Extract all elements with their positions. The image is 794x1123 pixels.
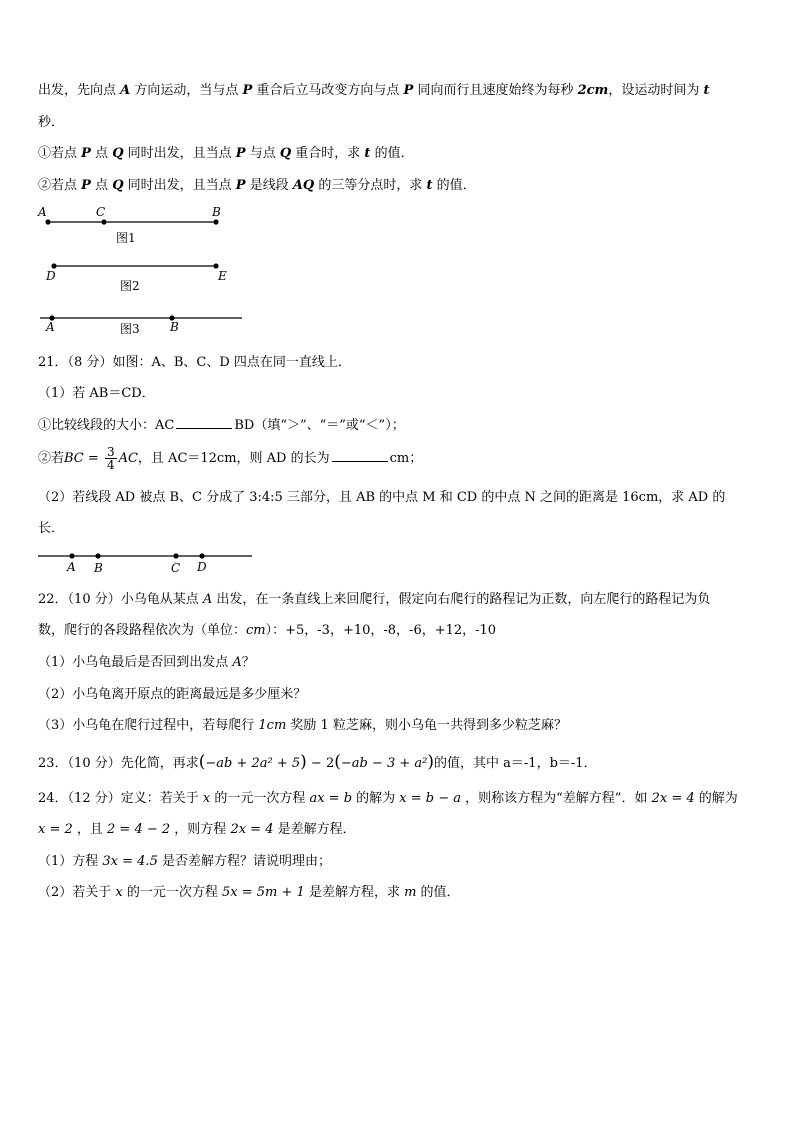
- label-e: E: [218, 269, 227, 283]
- q21-stem: 21．（8 分）如图：A、B、C、D 四点在同一直线上．: [38, 355, 351, 370]
- figure-2: [45, 263, 227, 293]
- q20-text-line2: 秒．: [38, 115, 65, 130]
- figure-3-caption: 图3: [120, 322, 140, 336]
- fraction: $\frac{3}{4}$: [106, 445, 115, 472]
- q20-text-line1: 出发，先向点 A 方向运动，当与点 P 重合后立马改变方向与点 P 同向而行且速度始终为每秒 2cm，设运动时间为 t: [38, 83, 710, 98]
- figure-1-caption: 图1: [116, 231, 136, 245]
- label-c: C: [96, 205, 106, 219]
- figure-1: [37, 205, 221, 245]
- q21-part1: （1）若 AB＝CD．: [38, 386, 155, 401]
- label-b: B: [212, 205, 221, 219]
- q20-item-1: ①若点 P 点 Q 同时出发，且当点 P 与点 Q 重合时，求 t 的值．: [38, 146, 414, 161]
- q21-sub1: ①比较线段的大小：AC BD（填“＞”、“＝”或“＜”）；: [38, 418, 405, 433]
- q22-q1: （1）小乌龟最后是否回到出发点 A？: [38, 655, 255, 670]
- q21-sub2: ②若BC = $\frac{3}{4}$ AC，且 AC＝12cm，则 AD 的长为 cm；: [38, 445, 423, 472]
- label-b: B: [94, 561, 103, 575]
- figure-2-caption: 图2: [120, 279, 140, 293]
- q24-q1: （1）方程 3x = 4.5 是否差解方程？请说明理由；: [38, 854, 331, 869]
- point-d: [51, 263, 56, 268]
- q24-line1: 24．（12 分）定义：若关于 x 的一元一次方程 ax = b 的解为 x = b − a ，则称该方程为“差解方程”．如 2x = 4 的解为: [38, 791, 738, 806]
- q24-line2: x = 2 ，且 2 = 4 − 2 ，则方程 2x = 4 是差解方程．: [38, 822, 356, 837]
- label-b: B: [170, 320, 179, 334]
- q22-line1: 22．（10 分）小乌龟从某点 A 出发，在一条直线上来回爬行，假定向右爬行的路程记为正数，向左爬行的路程记为负: [38, 592, 711, 607]
- q22-line2: 数，爬行的各段路程依次为（单位：cm）：+5，-3，+10，-8，-6，+12，-10: [38, 623, 497, 638]
- answer-blank[interactable]: [176, 416, 232, 429]
- q21-part2-line1: （2）若线段 AD 被点 B、C 分成了 3:4:5 三部分，且 AB 的中点 M 和 CD 的中点 N 之间的距离是 16cm，求 AD 的: [38, 490, 726, 505]
- label-d: D: [46, 269, 56, 283]
- answer-blank[interactable]: [332, 449, 388, 462]
- q21-part2-line2: 长．: [38, 521, 65, 536]
- point-a: [69, 553, 74, 558]
- point-a: [45, 219, 50, 224]
- point-d: [199, 553, 204, 558]
- q20-item-2: ②若点 P 点 Q 同时出发，且当点 P 是线段 AQ 的三等分点时，求 t 的值．: [38, 178, 476, 193]
- point-b: [213, 219, 218, 224]
- q23-line: 23．（10 分）先化简，再求(−ab + 2a² + 5) − 2(−ab − 3 + a²)的值，其中 a＝-1，b＝-1．: [38, 752, 597, 772]
- q24-q2: （2）若关于 x 的一元一次方程 5x = 5m + 1 是差解方程，求 m 的值．: [38, 885, 460, 900]
- point-c: [173, 553, 178, 558]
- figure-3: [40, 315, 242, 336]
- label-a: A: [67, 560, 76, 574]
- label-c: C: [171, 561, 181, 575]
- point-b: [95, 553, 100, 558]
- point-c: [101, 219, 106, 224]
- q21-figure: [36, 548, 256, 578]
- q22-q2: （2）小乌龟离开原点的距离最远是多少厘米？: [38, 687, 307, 702]
- point-e: [213, 263, 218, 268]
- label-a: A: [46, 320, 55, 334]
- label-a: A: [38, 205, 47, 219]
- label-d: D: [197, 560, 207, 574]
- q20-figures: [36, 204, 256, 339]
- q22-q3: （3）小乌龟在爬行过程中，若每爬行 1cm 奖励 1 粒芝麻，则小乌龟一共得到多少粒芝麻？: [38, 718, 567, 733]
